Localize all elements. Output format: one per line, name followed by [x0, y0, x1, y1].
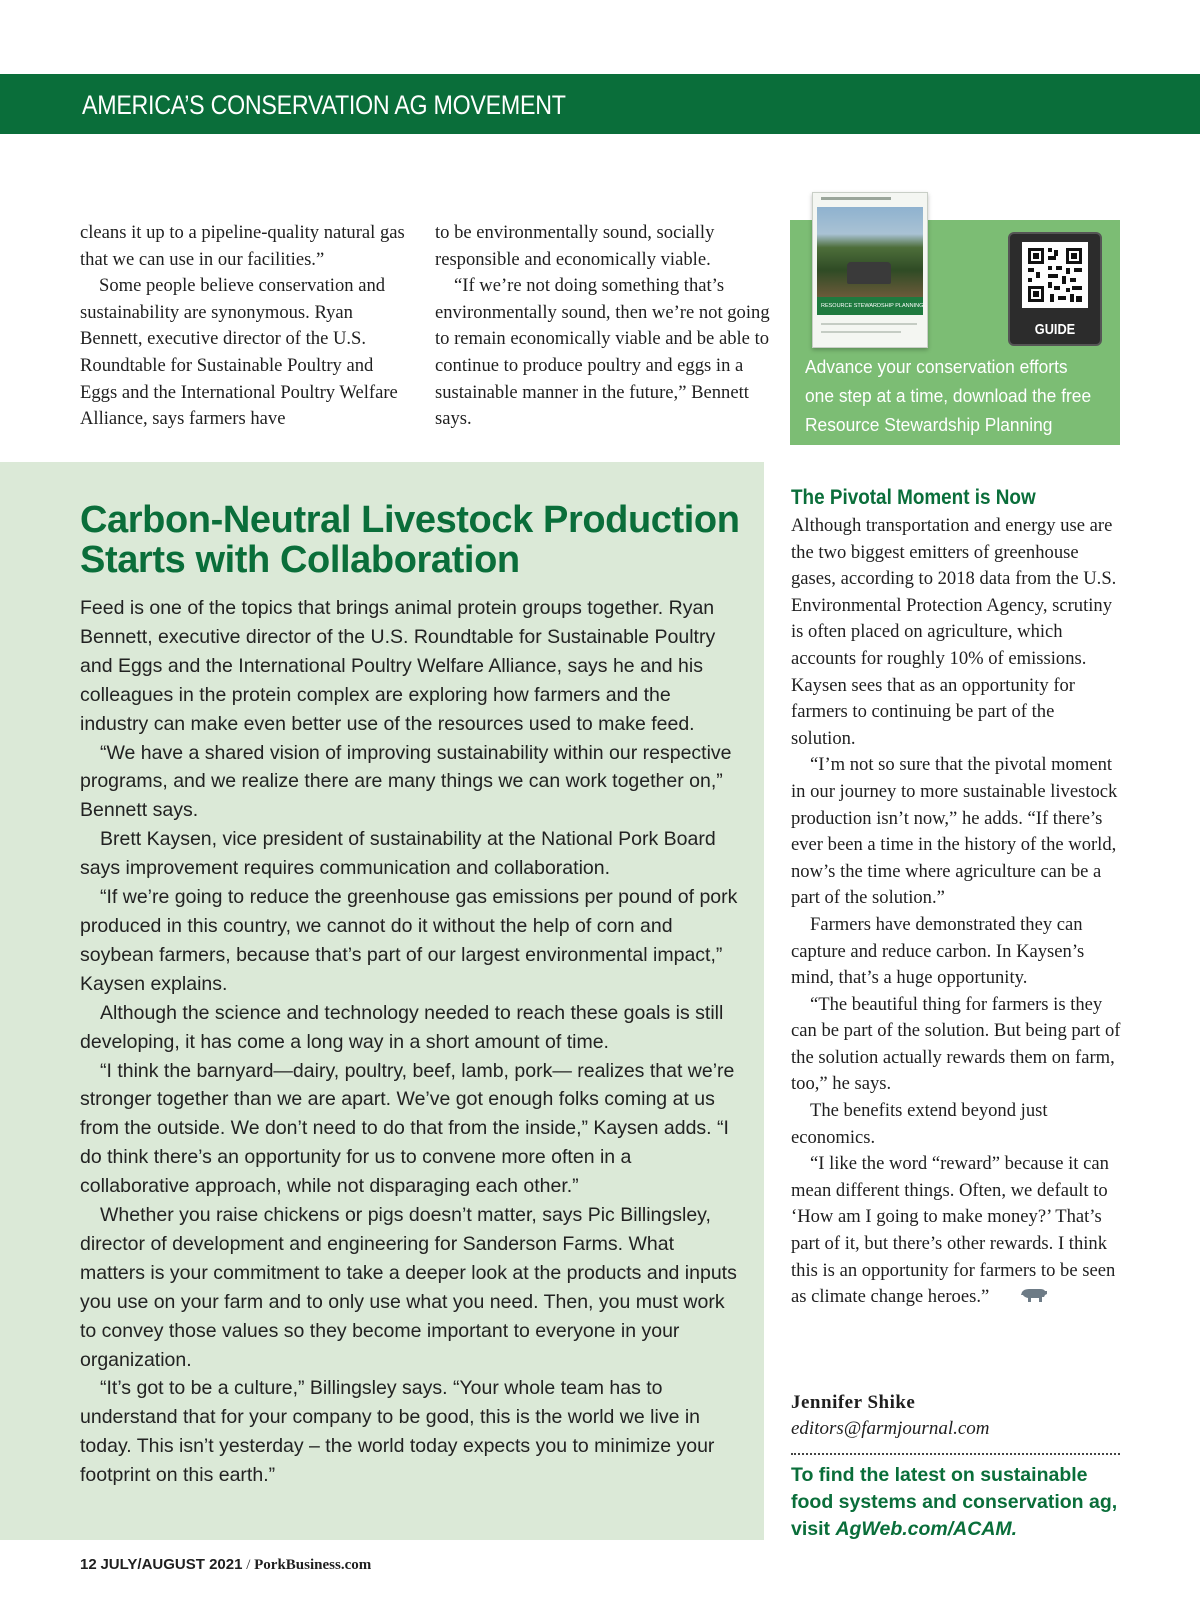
promo-text: Advance your conservation efforts one step at a time, download the free Resource Stewardship Planning Guide. — [805, 356, 1092, 464]
sidebar-column — [791, 513, 1121, 1311]
section-banner — [0, 74, 1200, 134]
cover-fine-print — [821, 323, 917, 325]
sidebar-heading: The Pivotal Moment is Now — [791, 486, 1036, 509]
qr-code-icon[interactable] — [1022, 242, 1088, 308]
qr-guide-label: GUIDE — [1034, 321, 1076, 338]
intro-column-2 — [435, 220, 770, 433]
sidebar-paragraph: Farmers have demonstrated they can capture and reduce carbon. In Kaysen’s mind, that’s a huge opportunity. — [791, 913, 1085, 989]
feature-paragraph: Feed is one of the topics that brings animal protein groups together. Ryan Bennett, executive director of the U.S. Roundtable for Sustainable Poultry and Eggs and the International Poultry Welfare Alliance, says he and his colleagues in the protein complex are exploring how farmers and the industry can make even better use of the resources used to make feed. — [80, 597, 716, 735]
cta-text — [791, 1462, 1121, 1543]
sidebar-paragraph-text: “I like the word “reward” because it can mean different things. Often, we default to ‘How am I going to make money?’ That’s part of it, but there’s other rewards. I think this is an opportunity for farmers to be seen as climate change heroes.” — [791, 1153, 1116, 1308]
sidebar-paragraph: Although transportation and energy use are the two biggest emitters of greenhouse gases, according to 2018 data from the U.S. Environmental Protection Agency, scrutiny is often placed on agriculture, which accounts for roughly 10% of emissions. Kaysen sees that as an opportunity for farmers to continuing be part of the solution. — [791, 515, 1117, 749]
truck-shape — [847, 262, 891, 284]
banner-title: AMERICA’S CONSERVATION AG MOVEMENT — [82, 90, 566, 120]
cover-fine-print — [821, 331, 901, 333]
author-name: Jennifer Shike — [791, 1392, 916, 1413]
intro-paragraph: “If we’re not doing something that’s environmentally sound, then we’re not going to remain economically viable and be able to continue to produce poultry and eggs in a sustainable manner in the future,” Bennett says. — [435, 275, 770, 430]
feature-paragraph: “It’s got to be a culture,” Billingsley says. “Your whole team has to understand that for your company to be good, this is the world we live in today. This isn’t yesterday – the world today expects you to minimize your footprint on this earth.” — [80, 1377, 715, 1487]
dotted-divider — [791, 1453, 1120, 1455]
feature-paragraph: Although the science and technology needed to reach these goals is still developing, it has come a long way in a short amount of time. — [80, 1001, 724, 1053]
page-footer — [80, 1556, 371, 1574]
feature-paragraph: “If we’re going to reduce the greenhouse gas emissions per pound of pork produced in this country, we cannot do it without the help of corn and soybean farmers, because that’s part of our largest environmental impact,” Kaysen explains. — [80, 886, 738, 995]
intro-column-1 — [80, 220, 415, 433]
sidebar-paragraph-last — [791, 1151, 1121, 1311]
cta-link[interactable]: AgWeb.com/ACAM. — [835, 1518, 1018, 1540]
sidebar-paragraph: “The beautiful thing for farmers is they can be part of the solution. But being part of the solution actually rewards them on farm, too,” he says. — [791, 993, 1121, 1095]
feature-paragraph: Whether you raise chickens or pigs doesn’t matter, says Pic Billingsley, director of development and engineering for Sanderson Farms. What matters is your commitment to take a deeper look at the products and inputs you use on your farm and to only use what you need. Then, you must work to convey those values so they become important to everyone in your organization. — [80, 1204, 737, 1371]
feature-paragraph: Brett Kaysen, vice president of sustainability at the National Pork Board says improvement requires communication and collaboration. — [80, 828, 716, 880]
cover-topline — [821, 197, 891, 200]
pig-icon — [1001, 1285, 1048, 1312]
intro-paragraph: to be environmentally sound, socially responsible and economically viable. — [435, 222, 715, 270]
intro-paragraph: cleans it up to a pipeline-quality natural gas that we can use in our facilities.” — [80, 222, 405, 270]
cover-photo — [817, 207, 923, 297]
feature-title: Carbon-Neutral Livestock Production Starts with Collaboration — [80, 499, 740, 581]
feature-body — [80, 594, 740, 1490]
cta-lead: To find the latest on sustainable food systems and conservation ag, visit — [791, 1464, 1118, 1540]
footer-site[interactable]: PorkBusiness.com — [254, 1557, 372, 1573]
author-email[interactable]: editors@farmjournal.com — [791, 1418, 990, 1439]
footer-separator: / — [246, 1557, 251, 1573]
sidebar-paragraph: “I’m not so sure that the pivotal moment in our journey to more sustainable livestock production isn’t now,” he adds. “If there’s ever been a time in the history of the world, now’s the time where agriculture can be a part of the solution.” — [791, 754, 1118, 909]
issue-date: JULY/AUGUST 2021 — [100, 1556, 243, 1573]
page-number: 12 — [80, 1556, 97, 1573]
qr-code-card[interactable] — [1008, 232, 1102, 346]
feature-paragraph: “I think the barnyard—dairy, poultry, beef, lamb, pork— realizes that we’re stronger together than we are apart. We’ve got enough folks coming at us from the outside. We don’t need to do that from the inside,” Kaysen adds. “I do think there’s an opportunity for us to convene more often in a collaborative approach, while not disparaging each other.” — [80, 1059, 735, 1198]
sidebar-paragraph: The benefits extend beyond just economics. — [791, 1100, 1048, 1148]
intro-paragraph: Some people believe conservation and sustainability are synonymous. Ryan Bennett, executive director of the U.S. Roundtable for Sustainable Poultry and Eggs and the International Poultry Welfare Alliance, says farmers have — [80, 275, 398, 430]
feature-paragraph: “We have a shared vision of improving sustainability within our respective programs, and we realize there are many things we can work together on,” Bennett says. — [80, 741, 732, 822]
guide-cover-image[interactable] — [812, 192, 928, 348]
cover-title-band: RESOURCE STEWARDSHIP PLANNING — [817, 297, 923, 315]
